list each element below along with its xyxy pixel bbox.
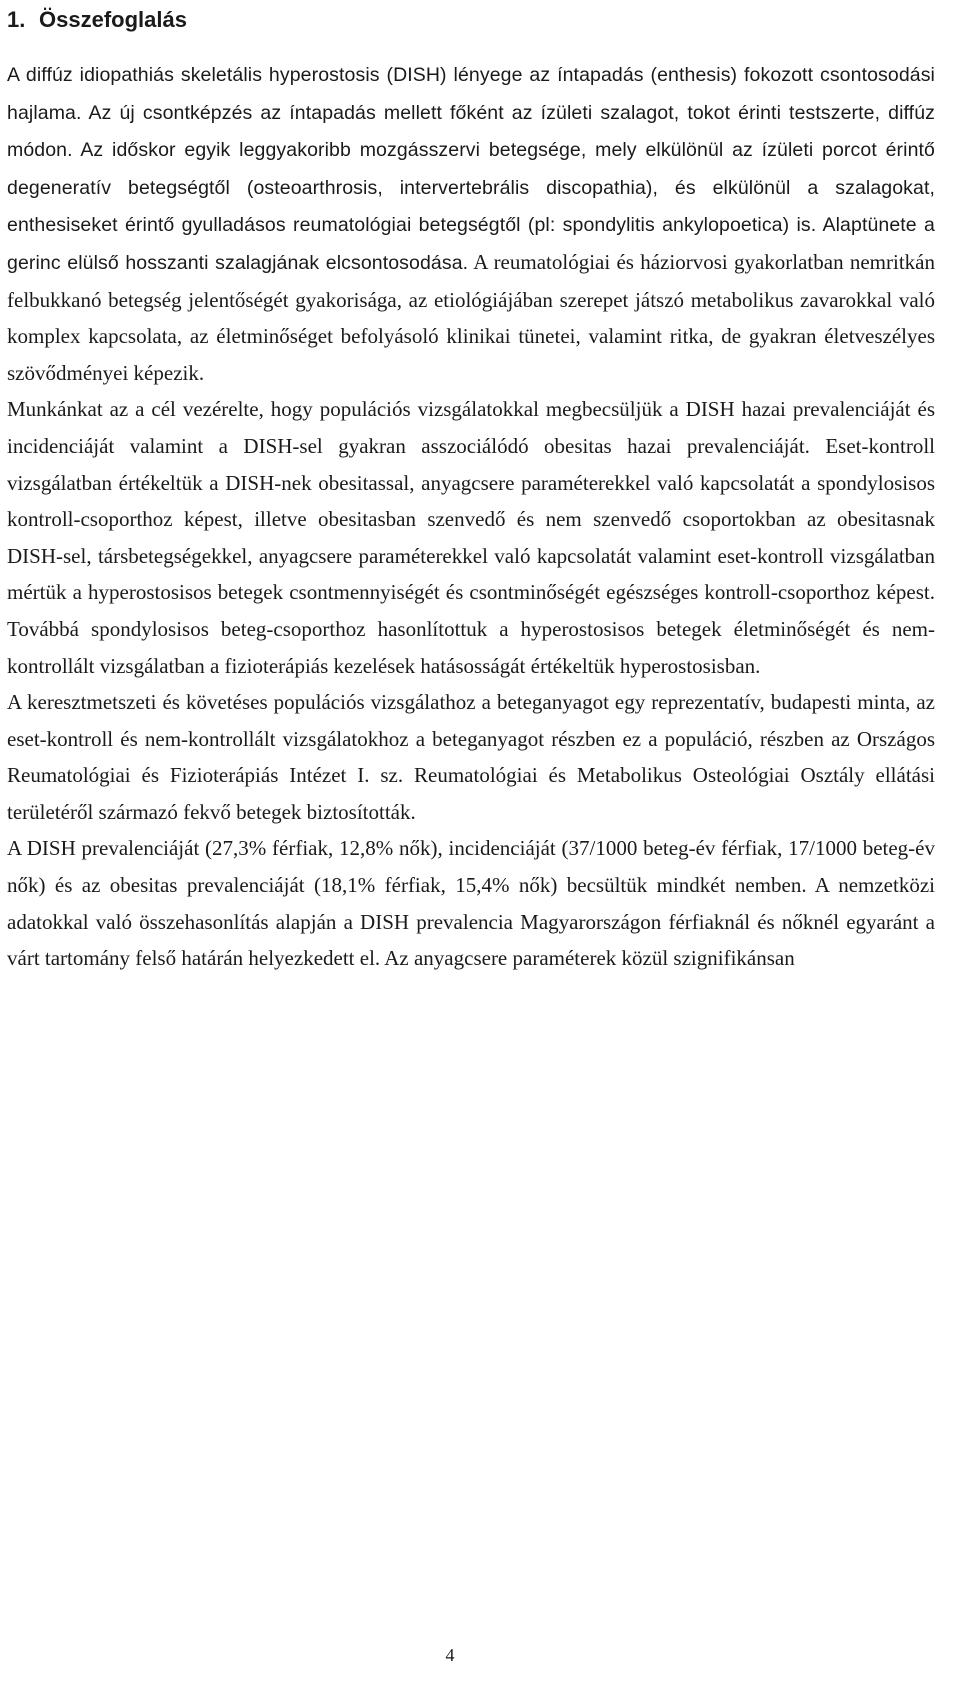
paragraph-patients: A keresztmetszeti és követéses populációs vizsgálathoz a beteganyagot egy reprezentatív, budapesti minta, az eset-kontroll és nem-kontrollált vizsgálatokhoz a beteganyagot részben ez a populáció, részben az Országos Reumatológiai és Fizioterápiás Intézet I. sz. Reumatológiai és Metabolikus Osteológiai Osztály ellátási területéről származó fekvő betegek biztosították.	[7, 690, 935, 824]
paragraph-introduction-part-3: A reumatológiai és háziorvosi gyakorlatban nemritkán felbukkanó betegség jelentőségét gyakorisága, az etiológiájában szerepet játszó metabolikus zavarokkal való komplex kapcsolata, az életminőséget befolyásoló klinikai tünetei, valamint ritka, de gyakran életveszélyes szövődményei képezik.	[7, 249, 935, 385]
paragraph-introduction-part-2: Az időskor egyik leggyakoribb mozgásszervi betegsége, mely elkülönül az ízületi porcot érintő degeneratív betegségtől (osteoarthrosis, intervertebrális discopathia), és elkülönül a szalagokat, enthesiseket érintő gyulladásos reumatológiai betegségtől (pl: spondylitis ankylopoetica) is. Alaptünete a gerinc elülső hosszanti szalagjának elcsontosodása.	[7, 139, 935, 274]
page-number: 4	[445, 1645, 455, 1665]
paragraph-results: A DISH prevalenciáját (27,3% férfiak, 12,8% nők), incidenciáját (37/1000 beteg-év férfiak, 17/1000 beteg-év nők) és az obesitas prevalenciáját (18,1% férfiak, 15,4% nők) becsültük mindkét nemben. A nemzetközi adatokkal való összehasonlítás alapján a DISH prevalencia Magyarországon férfiaknál és nőknél egyaránt a várt tartomány felső határán helyezkedett el. Az anyagcsere paraméterek közül szignifikánsan	[7, 836, 935, 971]
section-number: 1.	[7, 7, 26, 32]
paragraph-introduction-part-1: A diffúz idiopathiás skeletális hyperostosis (DISH) lényege az íntapadás (enthesis) fokozott csontosodási hajlama. Az új csontképzés az íntapadás mellett főként az ízületi szalagot, tokot érinti testszerte, diffúz módon.	[7, 64, 935, 162]
document-body	[7, 56, 935, 977]
paragraph-aims: Munkánkat az a cél vezérelte, hogy populációs vizsgálatokkal megbecsüljük a DISH hazai prevalenciáját és incidenciáját valamint a DISH-sel gyakran asszociálódó obesitas hazai prevalenciáját. Eset-kontroll vizsgálatban értékeltük a DISH-nek obesitassal, anyagcsere paraméterekkel való kapcsolatát a spondylosisos kontroll-csoporthoz képest, illetve obesitasban szenvedő és nem szenvedő csoportokban az obesitasnak DISH-sel, társbetegségekkel, anyagcsere paraméterekkel való kapcsolatát valamint eset-kontroll vizsgálatban mértük a hyperostosisos betegek csontmennyiségét és csontminőségét egészséges kontroll-csoporthoz képest. Továbbá spondylosisos beteg-csoporthoz hasonlítottuk a hyperostosisos betegek életminőségét és nem-kontrollált vizsgálatban a fizioterápiás kezelések hatásosságát értékeltük hyperostosisban.	[7, 397, 935, 678]
section-title: Összefoglalás	[39, 7, 187, 32]
paragraph-introduction	[7, 56, 935, 391]
section-heading	[7, 7, 935, 33]
